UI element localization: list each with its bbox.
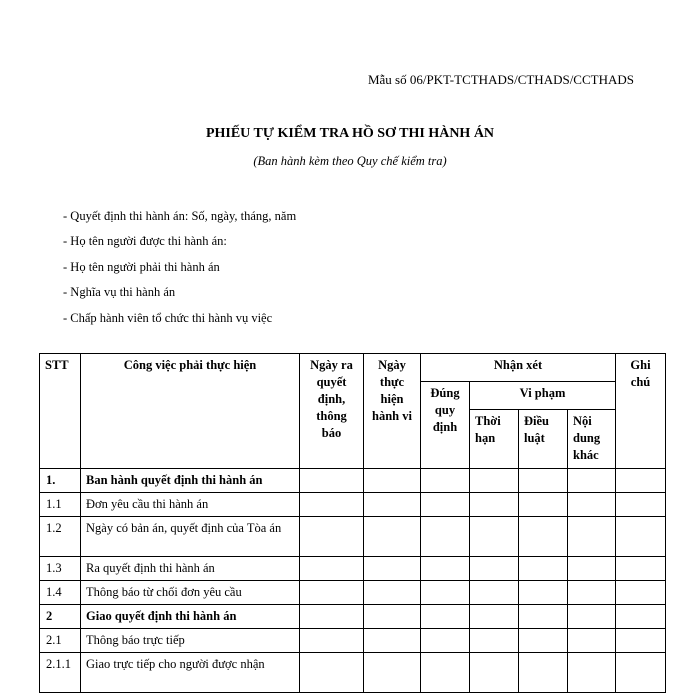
row-cell (568, 517, 616, 557)
row-cell (568, 469, 616, 493)
row-cell (616, 605, 666, 629)
row-stt: 1.4 (40, 581, 81, 605)
row-cell (470, 653, 519, 693)
row-cell (421, 517, 470, 557)
header-issue-date: Ngày ra quyết định, thông báo (300, 354, 364, 469)
table-row (40, 557, 666, 581)
row-task: Giao trực tiếp cho người được nhận (81, 653, 300, 693)
row-cell (364, 469, 421, 493)
header-stt: STT (40, 354, 81, 469)
info-item-executor: - Chấp hành viên tổ chức thi hành vụ việc (63, 310, 273, 325)
info-list (63, 207, 296, 334)
row-cell (300, 517, 364, 557)
row-cell (364, 557, 421, 581)
row-task: Thông báo từ chối đơn yêu cầu (81, 581, 300, 605)
row-cell (616, 517, 666, 557)
row-cell (364, 581, 421, 605)
table-row (40, 493, 666, 517)
row-cell (421, 653, 470, 693)
row-stt: 1.3 (40, 557, 81, 581)
table-row (40, 517, 666, 557)
row-cell (568, 653, 616, 693)
row-cell (519, 605, 568, 629)
table-row (40, 629, 666, 653)
row-cell (421, 581, 470, 605)
row-cell (421, 493, 470, 517)
row-cell (300, 605, 364, 629)
header-violation: Vi phạm (470, 382, 616, 410)
row-cell (616, 629, 666, 653)
row-cell (300, 493, 364, 517)
info-item-beneficiary: - Họ tên người được thi hành án: (63, 234, 227, 249)
row-cell (300, 653, 364, 693)
row-task: Thông báo trực tiếp (81, 629, 300, 653)
info-item-decision: - Quyết định thi hành án: Số, ngày, tháng, năm (63, 209, 297, 223)
header-exec-date: Ngày thực hiện hành vi (364, 354, 421, 469)
row-cell (519, 469, 568, 493)
document-title: PHIẾU TỰ KIỂM TRA HỒ SƠ THI HÀNH ÁN (205, 126, 495, 141)
inspection-table (39, 353, 666, 693)
row-cell (616, 557, 666, 581)
table-row (40, 469, 666, 493)
row-task: Ra quyết định thi hành án (81, 557, 300, 581)
row-stt: 1.1 (40, 493, 81, 517)
row-stt: 2 (40, 605, 81, 629)
row-cell (364, 653, 421, 693)
row-task: Giao quyết định thi hành án (81, 605, 300, 629)
row-cell (519, 557, 568, 581)
header-article: Điều luật (519, 410, 568, 469)
row-stt: 2.1.1 (40, 653, 81, 693)
table-row (40, 581, 666, 605)
info-item-obligation: - Nghĩa vụ thi hành án (63, 285, 176, 300)
row-cell (519, 493, 568, 517)
table-row (40, 653, 666, 693)
row-cell (300, 557, 364, 581)
row-cell (616, 581, 666, 605)
row-cell (568, 557, 616, 581)
info-item-obligor: - Họ tên người phải thi hành án (63, 259, 220, 274)
row-cell (364, 493, 421, 517)
row-cell (364, 629, 421, 653)
row-cell (300, 581, 364, 605)
row-cell (470, 629, 519, 653)
row-cell (421, 605, 470, 629)
row-cell (470, 517, 519, 557)
row-cell (421, 629, 470, 653)
header-review: Nhận xét (421, 354, 616, 382)
row-cell (300, 469, 364, 493)
row-cell (519, 581, 568, 605)
header-deadline: Thời hạn (470, 410, 519, 469)
row-cell (519, 653, 568, 693)
row-cell (568, 493, 616, 517)
row-cell (568, 581, 616, 605)
header-note: Ghi chú (616, 354, 666, 469)
row-cell (519, 517, 568, 557)
row-stt: 1.2 (40, 517, 81, 557)
form-code: Mẫu số 06/PKT-TCTHADS/CTHADS/CCTHADS (367, 72, 634, 87)
row-cell (519, 629, 568, 653)
row-task: Ngày có bản án, quyết định của Tòa án (81, 517, 300, 557)
row-cell (470, 493, 519, 517)
row-cell (300, 629, 364, 653)
header-task: Công việc phải thực hiện (81, 354, 300, 469)
header-compliant: Đúng quy định (421, 382, 470, 469)
row-task: Đơn yêu cầu thi hành án (81, 493, 300, 517)
row-cell (616, 469, 666, 493)
row-cell (421, 557, 470, 581)
row-cell (470, 605, 519, 629)
row-cell (364, 605, 421, 629)
row-cell (616, 493, 666, 517)
row-stt: 2.1 (40, 629, 81, 653)
row-cell (616, 653, 666, 693)
row-task: Ban hành quyết định thi hành án (81, 469, 300, 493)
row-cell (364, 517, 421, 557)
row-cell (470, 557, 519, 581)
row-cell (568, 605, 616, 629)
row-cell (421, 469, 470, 493)
document-subtitle: (Ban hành kèm theo Quy chế kiểm tra) (253, 154, 447, 168)
row-cell (470, 581, 519, 605)
header-other: Nội dung khác (568, 410, 616, 469)
table-row (40, 605, 666, 629)
row-cell (470, 469, 519, 493)
table-header-row (40, 354, 666, 382)
row-cell (568, 629, 616, 653)
row-stt: 1. (40, 469, 81, 493)
